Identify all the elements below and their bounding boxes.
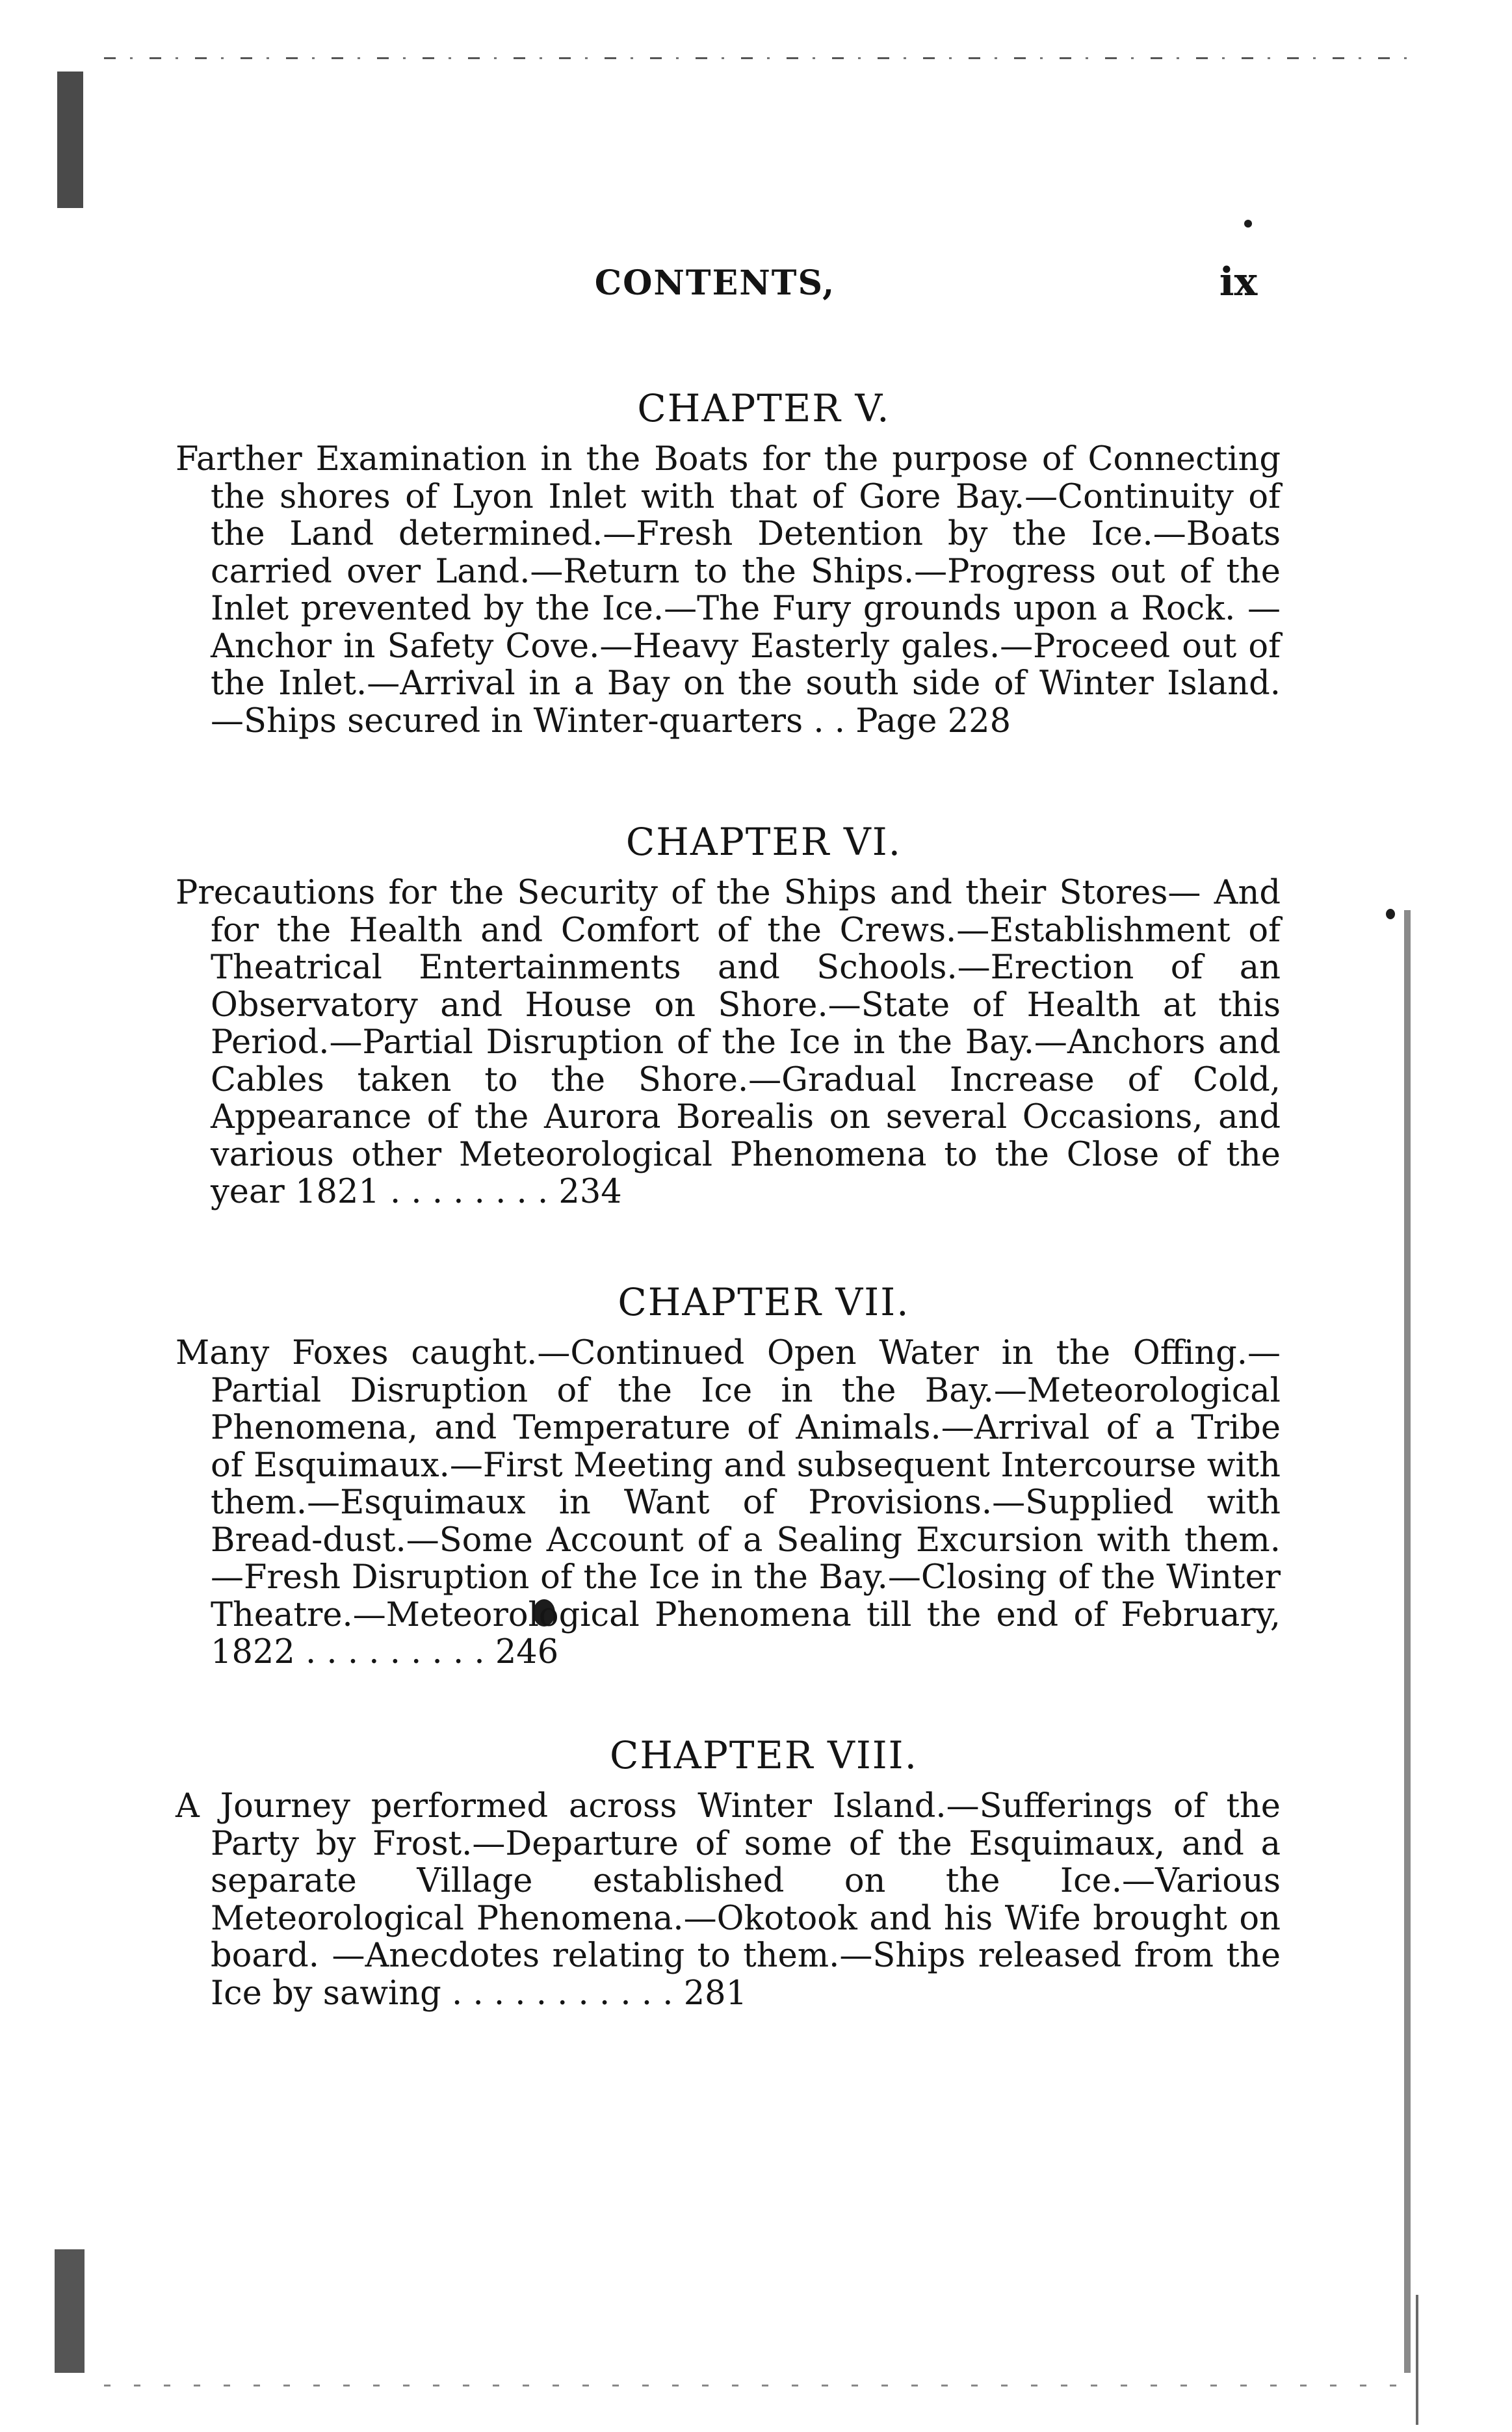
chapter-entry	[176, 816, 1281, 1211]
page-reference: 234	[558, 1173, 622, 1211]
page-reference: 246	[495, 1633, 559, 1671]
ink-dot-small	[1386, 909, 1395, 919]
dot-leaders: . . . . . . . . . . .	[441, 1974, 684, 2013]
dot-leaders: . . . . . . . . .	[294, 1633, 495, 1671]
chapter-heading: CHAPTER VII.	[618, 1280, 910, 1324]
summary-text: Precautions for the Security of the Ships and their Stores— And for the Health and Comfort of the Crews.—Establishment of Theatrical Entertainments and Schools.—Erection of an Observatory and House on Shore.—State of Health at this Period.—Partial Disruption of the Ice in the Bay.—Anchors and Cables taken to the Shore.—Gradual Increase of Cold, Appearance of the Aurora Borealis on several Occasions, and various other Meteorological Phenomena to the Close of the year 1821	[176, 874, 1281, 1211]
page-edge-top	[104, 57, 1417, 59]
page-reference: Page 228	[855, 701, 1011, 740]
running-header	[0, 259, 1512, 322]
dot-leaders: . .	[803, 701, 856, 740]
page-edge-right	[1404, 910, 1411, 2373]
page-number: ix	[1219, 259, 1258, 305]
ink-speck-top	[1244, 220, 1252, 228]
chapter-entry	[176, 382, 1281, 740]
chapter-heading: CHAPTER VIII.	[609, 1733, 919, 1777]
chapter-heading: CHAPTER VI.	[625, 820, 902, 864]
chapter-summary	[176, 441, 1281, 740]
chapter-summary	[176, 1335, 1281, 1671]
chapter-entry	[176, 1729, 1281, 2012]
dot-leaders: . . . . . . . .	[379, 1173, 559, 1211]
page-reference: 281	[683, 1974, 748, 2013]
summary-text: Farther Examination in the Boats for the purpose of Connecting the shores of Lyon Inlet with that of Gore Bay.—Continuity of the Land determined.—Fresh Detention by the Ice.—Boats carried over Land.—Return to the Ships.—Progress out of the Inlet prevented by the Ice.—The Fury grounds upon a Rock. —Anchor in Safety Cove.—Heavy Easterly gales.—Proceed out of the Inlet.—Arrival in a Bay on the south side of Winter Island.—Ships secured in Winter-quarters	[176, 440, 1281, 740]
chapter-entry	[176, 1276, 1281, 1671]
binding-shadow-bottom-left	[55, 2249, 85, 2373]
running-title: CONTENTS,	[594, 263, 836, 303]
chapter-heading: CHAPTER V.	[637, 386, 891, 430]
binding-shadow-top-left	[57, 72, 83, 208]
page-edge-right-lower	[1416, 2295, 1418, 2425]
chapter-summary	[176, 874, 1281, 1211]
summary-text: A Journey performed across Winter Island.—Sufferings of the Party by Frost.—Departure of some of the Esquimaux, and a separate Village established on the Ice.—Various Meteorological Phenomena.—Okotook and his Wife brought on board. —Anecdotes relating to them.—Ships released from the Ice by sawing	[176, 1787, 1281, 2013]
summary-text: Many Foxes caught.—Continued Open Water in the Offing.— Partial Disruption of the Ice in the Bay.—Meteorological Phenomena, and Temperature of Animals.—Arrival of a Tribe of Esquimaux.—First Meeting and subsequent Intercourse with them.—Esquimaux in Want of Provisions.—Supplied with Bread-dust.—Some Account of a Sealing Excursion with them.—Fresh Disruption of the Ice in the Bay.—Closing of the Winter Theatre.—Meteorological Phenomena till the end of February, 1822	[176, 1334, 1281, 1671]
chapter-summary	[176, 1788, 1281, 2012]
page-edge-bottom	[104, 2385, 1417, 2386]
